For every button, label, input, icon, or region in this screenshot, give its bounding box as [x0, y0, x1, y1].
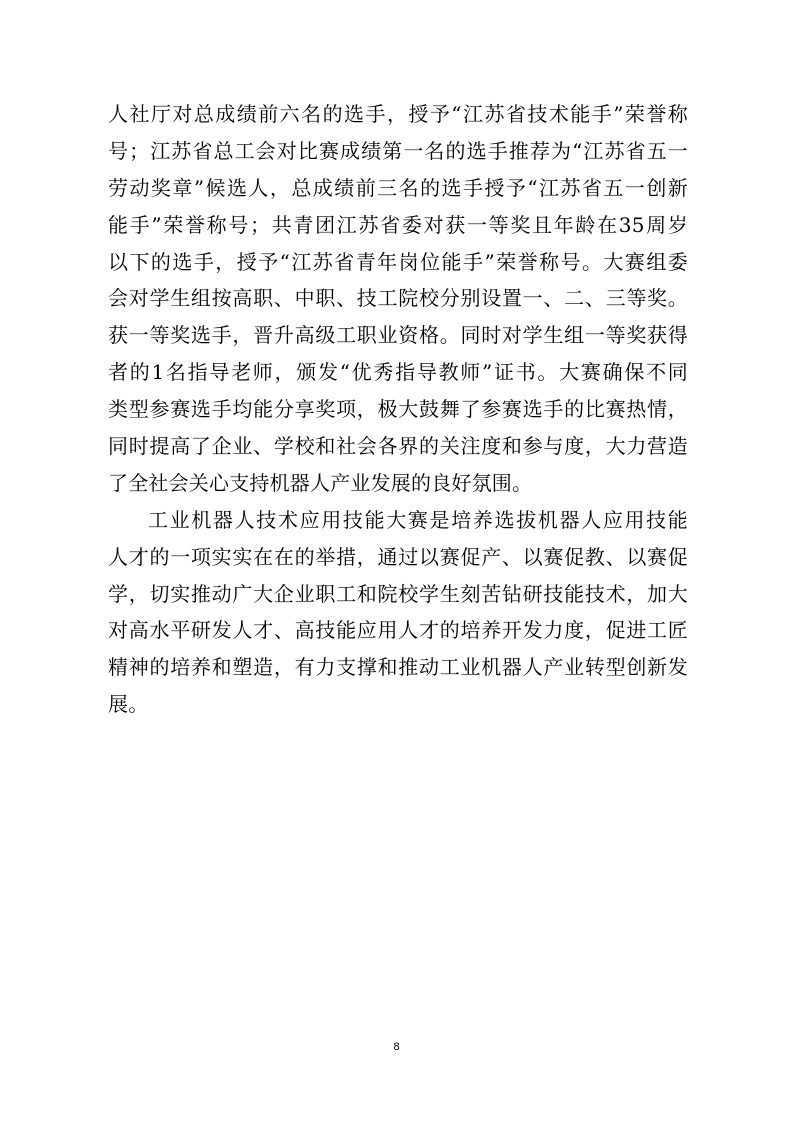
text-line: 获一等奖选手，晋升高级工职业资格。同时对学生组一等奖获得	[108, 323, 688, 348]
text-line: 了全社会关心支持机器人产业发展的良好氛围。	[108, 470, 533, 495]
text-line: 能手”荣誉称号；共青团江苏省委对获一等奖且年龄在35周岁	[108, 212, 688, 237]
text-line: 劳动奖章”候选人，总成绩前三名的选手授予“江苏省五一创新	[108, 175, 688, 200]
text-line: 对高水平研发人才、高技能应用人才的培养开发力度，促进工匠	[108, 618, 688, 643]
paragraph-significance	[108, 502, 688, 723]
text-line: 工业机器人技术应用技能大赛是培养选拔机器人应用技能	[148, 507, 688, 532]
text-line: 以下的选手，授予“江苏省青年岗位能手”荣誉称号。大赛组委	[108, 249, 688, 274]
text-line: 精神的培养和塑造，有力支撑和推动工业机器人产业转型创新发	[108, 655, 688, 680]
text-line: 人社厅对总成绩前六名的选手，授予“江苏省技术能手”荣誉称	[108, 102, 688, 126]
text-line: 学，切实推动广大企业职工和院校学生刻苦钻研技能技术，加大	[108, 581, 688, 606]
text-line: 者的1名指导老师，颁发“优秀指导教师”证书。大赛确保不同	[108, 360, 688, 385]
text-line: 同时提高了企业、学校和社会各界的关注度和参与度，大力营造	[108, 434, 688, 459]
text-line: 类型参赛选手均能分享奖项，极大鼓舞了参赛选手的比赛热情，	[108, 397, 688, 422]
body-text	[108, 96, 688, 723]
text-line: 人才的一项实实在在的举措，通过以赛促产、以赛促教、以赛促	[108, 544, 688, 569]
text-line: 展。	[108, 692, 149, 717]
paragraph-awards	[108, 96, 688, 502]
page-number: 8	[393, 1041, 400, 1053]
text-line: 号；江苏省总工会对比赛成绩第一名的选手推荐为“江苏省五一	[108, 138, 688, 163]
text-line: 会对学生组按高职、中职、技工院校分别设置一、二、三等奖。	[108, 286, 688, 311]
